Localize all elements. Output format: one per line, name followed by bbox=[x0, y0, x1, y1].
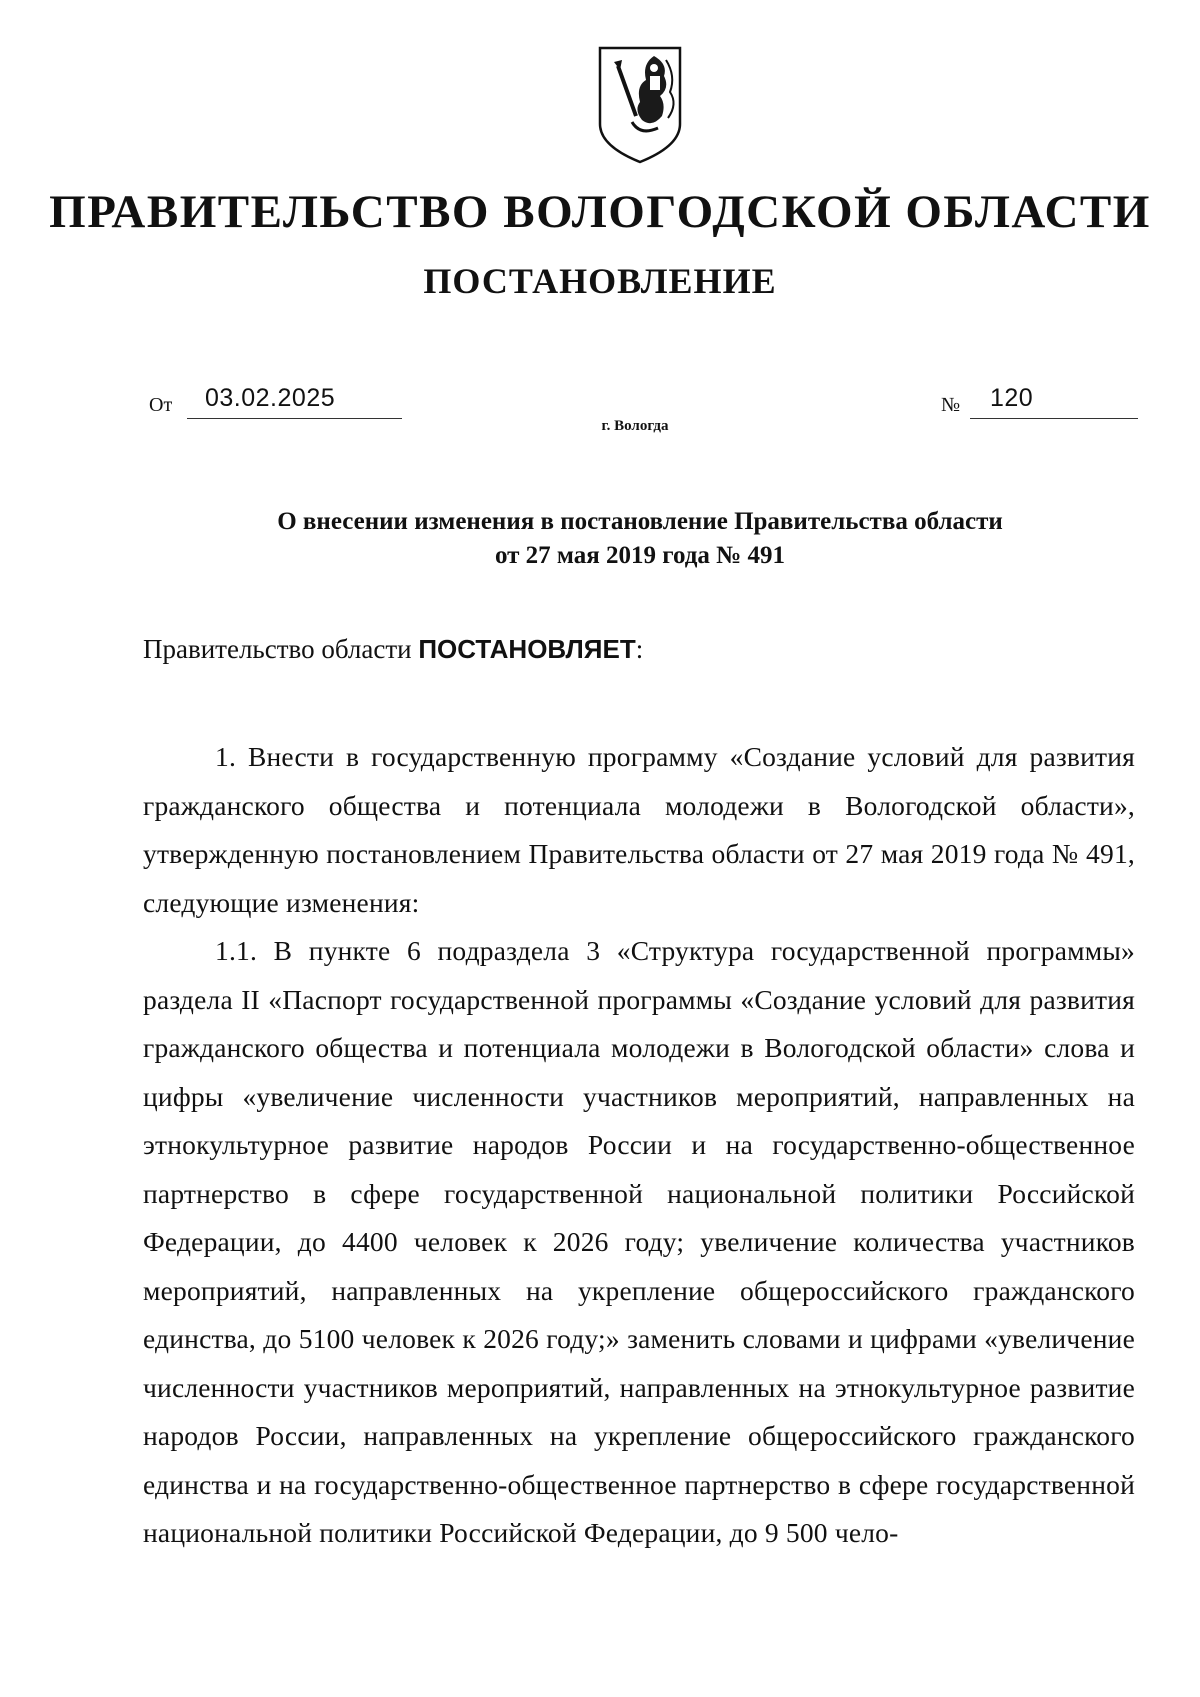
document-type: ПОСТАНОВЛЕНИЕ bbox=[423, 261, 777, 301]
resolution-lead bbox=[143, 634, 643, 665]
organization-title: ПРАВИТЕЛЬСТВО ВОЛОГОДСКОЙ ОБЛАСТИ bbox=[49, 186, 1151, 238]
document-number: 120 bbox=[990, 384, 1034, 412]
document-date: 03.02.2025 bbox=[205, 384, 336, 412]
number-label: № bbox=[941, 394, 961, 416]
lead-prefix: Правительство области bbox=[143, 634, 419, 664]
date-label: От bbox=[149, 394, 173, 416]
lead-verb: ПОСТАНОВЛЯЕТ bbox=[418, 634, 636, 664]
subject-line-1: О внесении изменения в постановление Правительства области bbox=[277, 508, 1003, 535]
document-subject bbox=[0, 505, 1200, 573]
subject-line-2: от 27 мая 2019 года № 491 bbox=[494, 542, 786, 569]
paragraph-1-1: 1.1. В пункте 6 подраздела 3 «Структура государственной программы» раздела II «Паспорт государственной программы «Создание условий для развития гражданского общества и потенциала молодежи в Вологодской области» слова и цифры «увеличение численности участников мероприятий, направленных на этнокультурное развитие народов России и на государственно-общественное партнерство в сфере государственной национальной политики Российской Федерации, до 4400 человек к 2026 году; увеличение количества участников мероприятий, направленных на укрепление общероссийского гражданского единства, до 5100 человек к 2026 году;» заменить словами и цифрами «увеличение численности участников мероприятий, направленных на этнокультурное развитие народов России, направленных на укрепление общероссийского гражданского единства и на государственно-общественное партнерство в сфере государственной национальной политики Российской Федерации, до 9 500 чело- bbox=[143, 935, 1135, 1548]
document-body bbox=[143, 733, 1135, 1558]
vologda-coat-of-arms-icon bbox=[596, 46, 684, 164]
paragraph-1: 1. Внести в государственную программу «Создание условий для развития гражданского общества и потенциала молодежи в Вологодской области», утвержденную постановлением Правительства области от 27 мая 2019 года № 491, следующие изменения: bbox=[143, 741, 1135, 918]
city: г. Вологда bbox=[601, 418, 669, 434]
lead-suffix: : bbox=[635, 634, 644, 664]
